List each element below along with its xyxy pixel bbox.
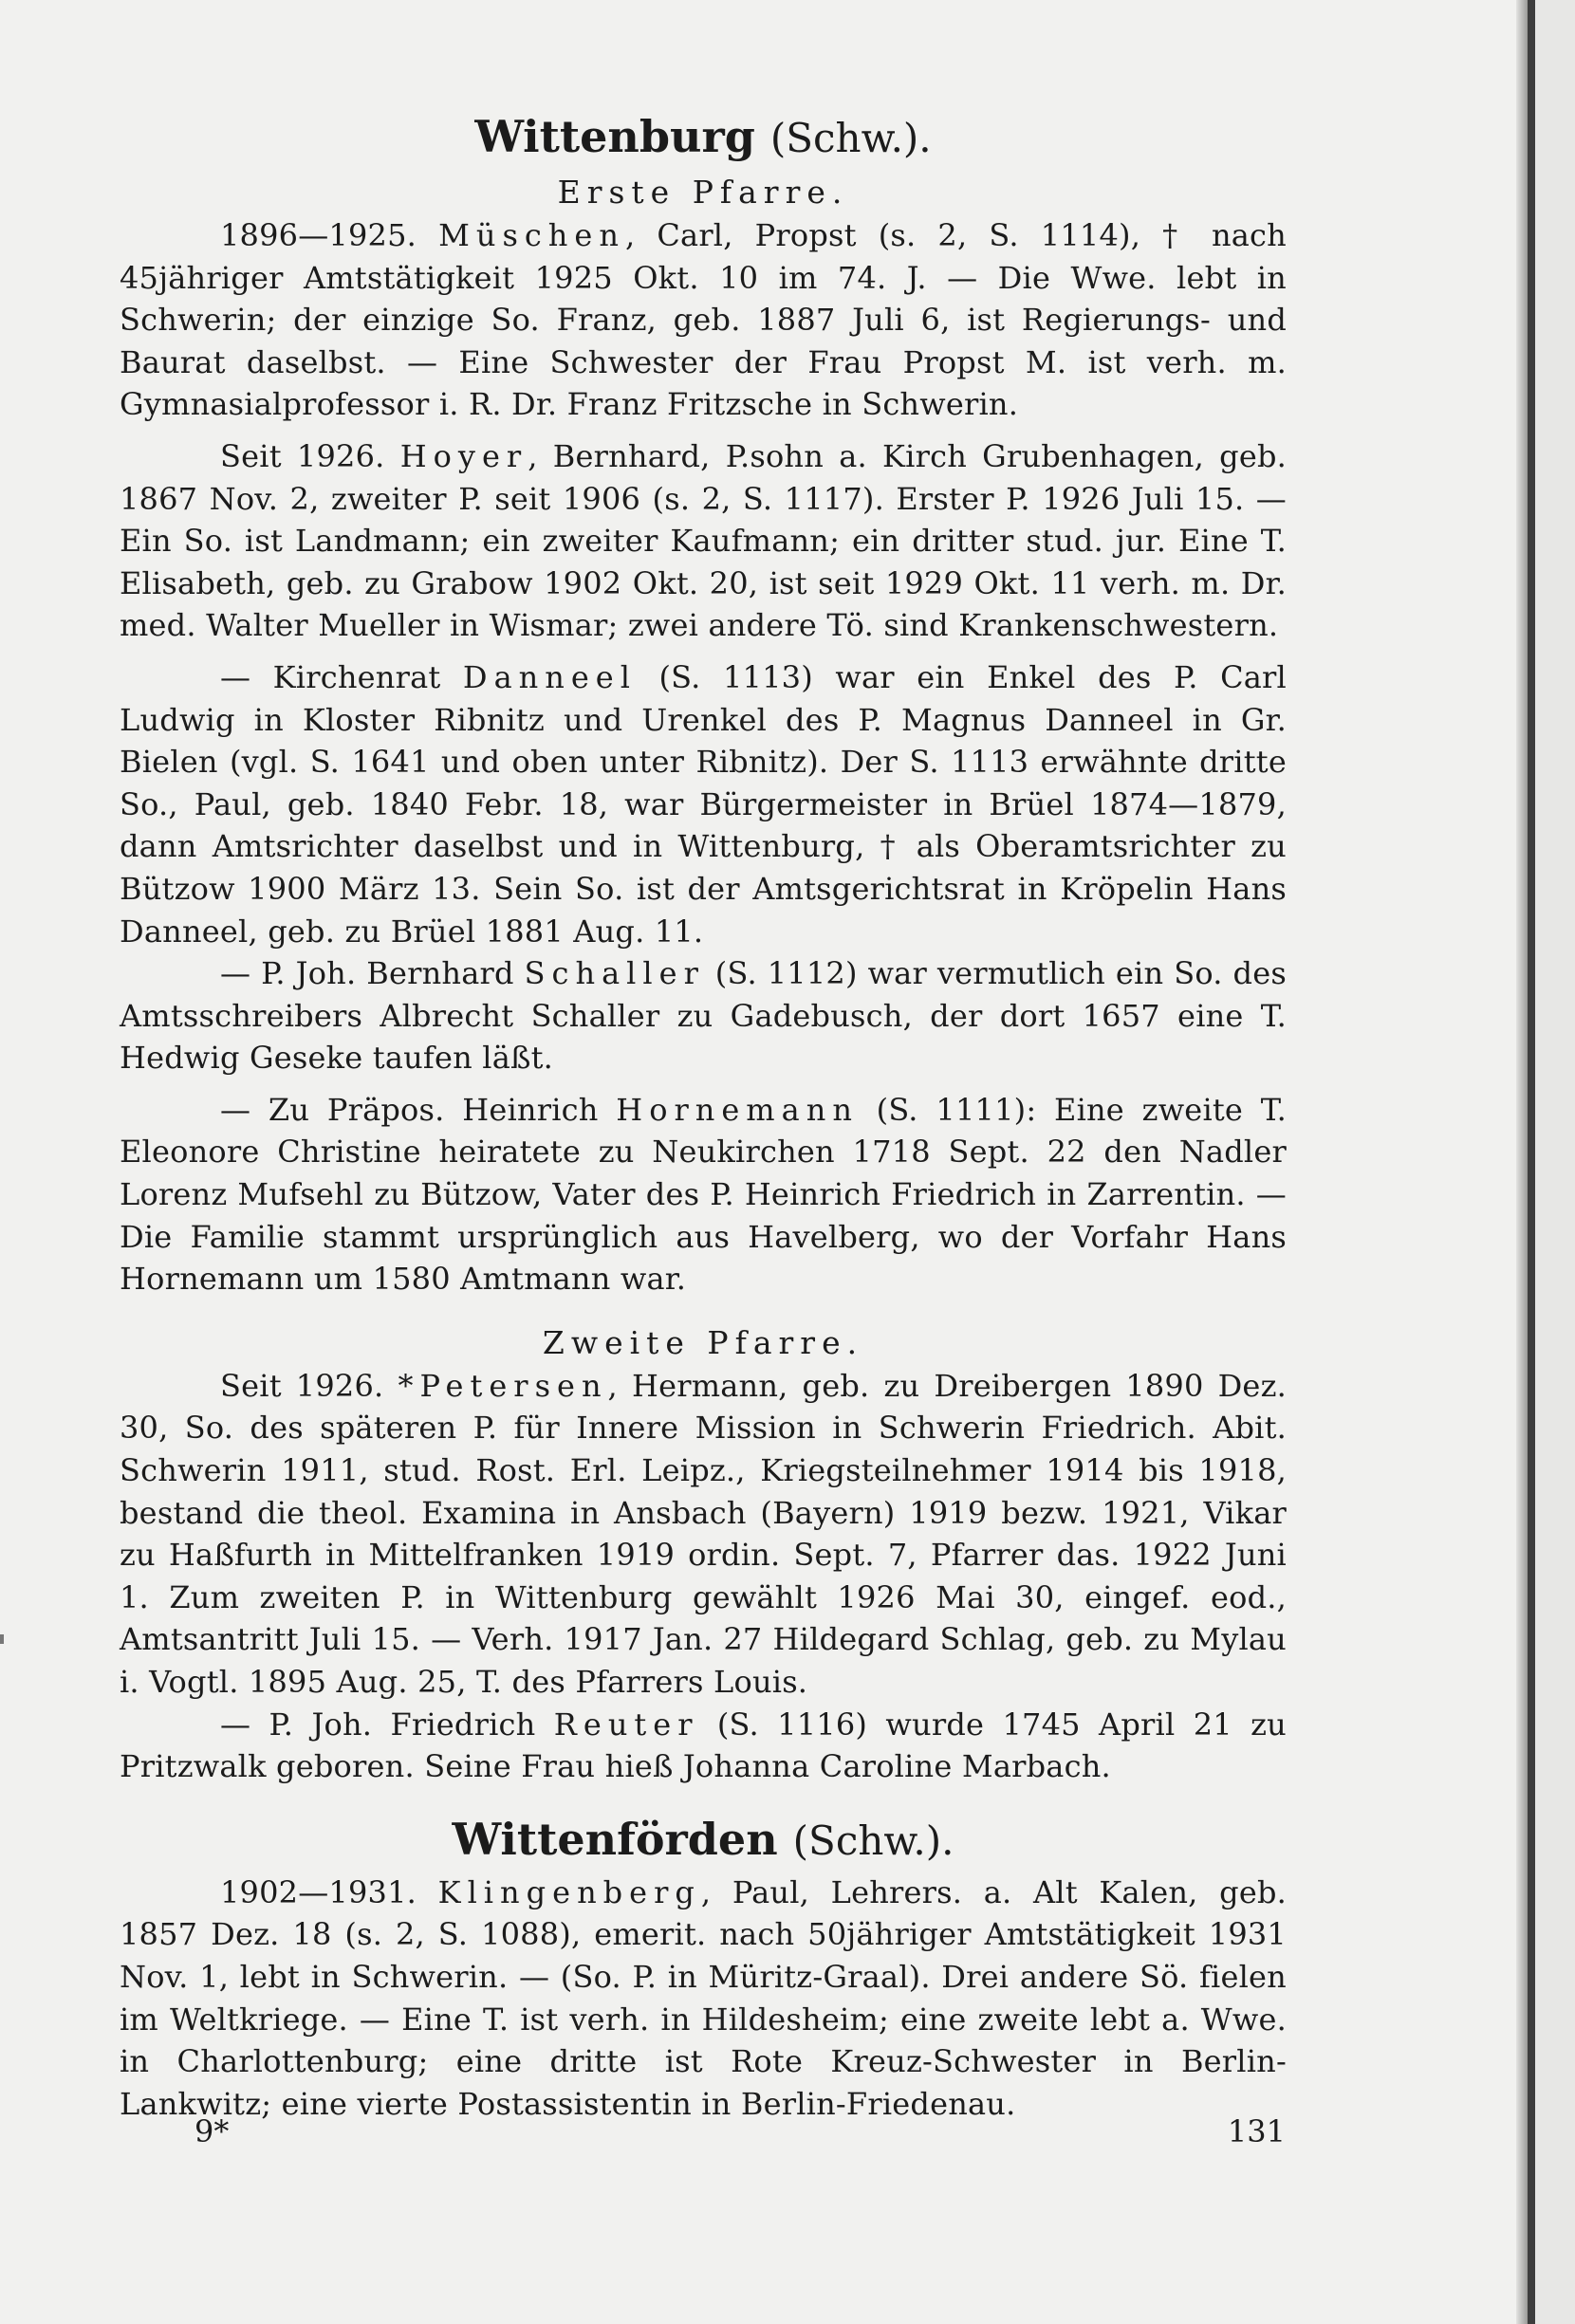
entry-hoyer bbox=[120, 435, 1287, 647]
entry-years: Seit 1926. bbox=[220, 1367, 384, 1404]
entry-name: Müschen bbox=[438, 217, 625, 253]
page-number: 131 bbox=[1227, 2113, 1286, 2149]
note-text: (S. 1111): Eine zweite T. Eleonore Christine heiratete zu Neukirchen 1718 Sept. 22 den Nadler Lorenz Mufsehl zu Bützow, Vater des P. Heinrich Friedrich in Zarrentin. — Die Familie stammt ursprünglich aus Havelberg, wo der Vorfahr Hans Hornemann um 1580 Amtmann war. bbox=[120, 1091, 1287, 1298]
entry-text: , Carl, Propst (s. 2, S. 1114), † nach 45jähriger Amtstätigkeit 1925 Okt. 10 im 74. J. — Die Wwe. lebt in Schwerin; der einzige So. Franz, geb. 1887 Juli 6, ist Regierungs- und Baurat daselbst. — Eine Schwester der Frau Propst M. ist verh. m. Gymnasialprofessor i. R. Dr. Franz Fritzsche in Schwerin. bbox=[120, 217, 1287, 423]
page-footer bbox=[195, 2113, 1286, 2155]
page-content bbox=[120, 106, 1287, 2125]
entry-text: , Paul, Lehrers. a. Alt Kalen, geb. 1857 Dez. 18 (s. 2, S. 1088), emerit. nach 50jähriger Amtstätigkeit 1931 Nov. 1, lebt in Schwerin. — (So. P. in Müritz-Graal). Drei andere Sö. fielen im Weltkriege. — Eine T. ist verh. in Hildesheim; eine zweite lebt a. Wwe. in Charlottenburg; eine dritte ist Rote Kreuz-Schwester in Berlin-Lankwitz; eine vierte Postassistentin in Berlin-Friedenau. bbox=[120, 1873, 1288, 2122]
note-name: Reuter bbox=[553, 1706, 699, 1743]
next-page-edge bbox=[1535, 0, 1575, 2324]
entry-klingenberg bbox=[120, 1872, 1287, 2126]
note-prefix: — P. Joh. Bernhard bbox=[220, 955, 525, 992]
entry-text: , Bernhard, P.sohn a. Kirch Grubenhagen, geb. 1867 Nov. 2, zweiter P. seit 1906 (s. 2, S. 1117). Erster P. 1926 Juli 15. — Ein So. ist Landmann; ein zweiter Kaufmann; ein dritter stud. jur. Eine T. Elisabeth, geb. zu Grabow 1902 Okt. 20, ist seit 1929 Okt. 11 verh. m. Dr. med. Walter Mueller in Wismar; zwei andere Tö. sind Krankenschwestern. bbox=[120, 437, 1288, 644]
entry-years: 1896—1925. bbox=[220, 217, 417, 253]
note-text: (S. 1113) war ein Enkel des P. Carl Ludwig in Kloster Ribnitz und Urenkel des P. Magnus Danneel in Gr. Bielen (vgl. S. 1641 und oben unter Ribnitz). Der S. 1113 erwähnte dritte So., Paul, geb. 1840 Febr. 18, war Bürgermeister in Brüel 1874—1879, dann Amtsrichter daselbst und in Wittenburg, † als Oberamtsrichter zu Bützow 1900 März 13. Sein So. ist der Amtsgerichtsrat in Kröpelin Hans Danneel, geb. zu Brüel 1881 Aug. 11. bbox=[120, 658, 1287, 950]
place-region: (Schw.). bbox=[792, 1817, 954, 1864]
place-title-wittenburg bbox=[120, 106, 1287, 169]
place-name: Wittenburg bbox=[474, 111, 755, 162]
note-reuter bbox=[120, 1704, 1287, 1788]
entry-name: Klingenberg bbox=[437, 1873, 701, 1910]
note-prefix: — P. Joh. Friedrich bbox=[220, 1706, 554, 1743]
note-hornemann bbox=[120, 1089, 1287, 1300]
note-prefix: — Kirchenrat bbox=[220, 658, 463, 695]
entry-mueschen bbox=[120, 214, 1287, 426]
book-binding-edge bbox=[1528, 0, 1535, 2324]
signature-mark: 9* bbox=[195, 2113, 230, 2149]
entry-years: Seit 1926. bbox=[220, 437, 385, 474]
entry-petersen bbox=[120, 1365, 1287, 1704]
note-text: (S. 1116) wurde 1745 April 21 zu Pritzwalk geboren. Seine Frau hieß Johanna Caroline Marbach. bbox=[120, 1706, 1287, 1785]
place-name: Wittenförden bbox=[452, 1813, 778, 1865]
place-title-wittenfoerden bbox=[120, 1809, 1287, 1872]
note-name: Hornemann bbox=[616, 1091, 859, 1128]
entry-name: Hoyer bbox=[399, 437, 528, 474]
page-edge-shadow bbox=[1516, 0, 1528, 2324]
note-name: Schaller bbox=[524, 955, 705, 992]
note-schaller bbox=[120, 952, 1287, 1079]
note-text: (S. 1112) war vermutlich ein So. des Amtsschreibers Albrecht Schaller zu Gadebusch, der dort 1657 eine T. Hedwig Geseke taufen läßt. bbox=[120, 955, 1287, 1077]
note-prefix: — Zu Präpos. Heinrich bbox=[220, 1091, 617, 1128]
note-danneel bbox=[120, 656, 1287, 952]
section-heading-erste-pfarre: Erste Pfarre. bbox=[557, 174, 849, 211]
note-name: Danneel bbox=[462, 658, 637, 695]
entry-name: *Petersen bbox=[398, 1367, 608, 1404]
section-heading-zweite-pfarre: Zweite Pfarre. bbox=[542, 1323, 864, 1361]
margin-speck bbox=[0, 1634, 4, 1644]
entry-text: , Hermann, geb. zu Dreibergen 1890 Dez. 30, So. des späteren P. für Innere Mission in Schwerin Friedrich. Abit. Schwerin 1911, stud. Rost. Erl. Leipz., Kriegsteilnehmer 1914 bis 1918, bestand die theol. Examina in Ansbach (Bayern) 1919 bezw. 1921, Vikar zu Haßfurth in Mittelfranken 1919 ordin. Sept. 7, Pfarrer das. 1922 Juni 1. Zum zweiten P. in Wittenburg gewählt 1926 Mai 30, eingef. eod., Amtsantritt Juli 15. — Verh. 1917 Jan. 27 Hildegard Schlag, geb. zu Mylau i. Vogtl. 1895 Aug. 25, T. des Pfarrers Louis. bbox=[120, 1367, 1287, 1700]
entry-years: 1902—1931. bbox=[220, 1873, 417, 1910]
place-region: (Schw.). bbox=[769, 115, 932, 161]
